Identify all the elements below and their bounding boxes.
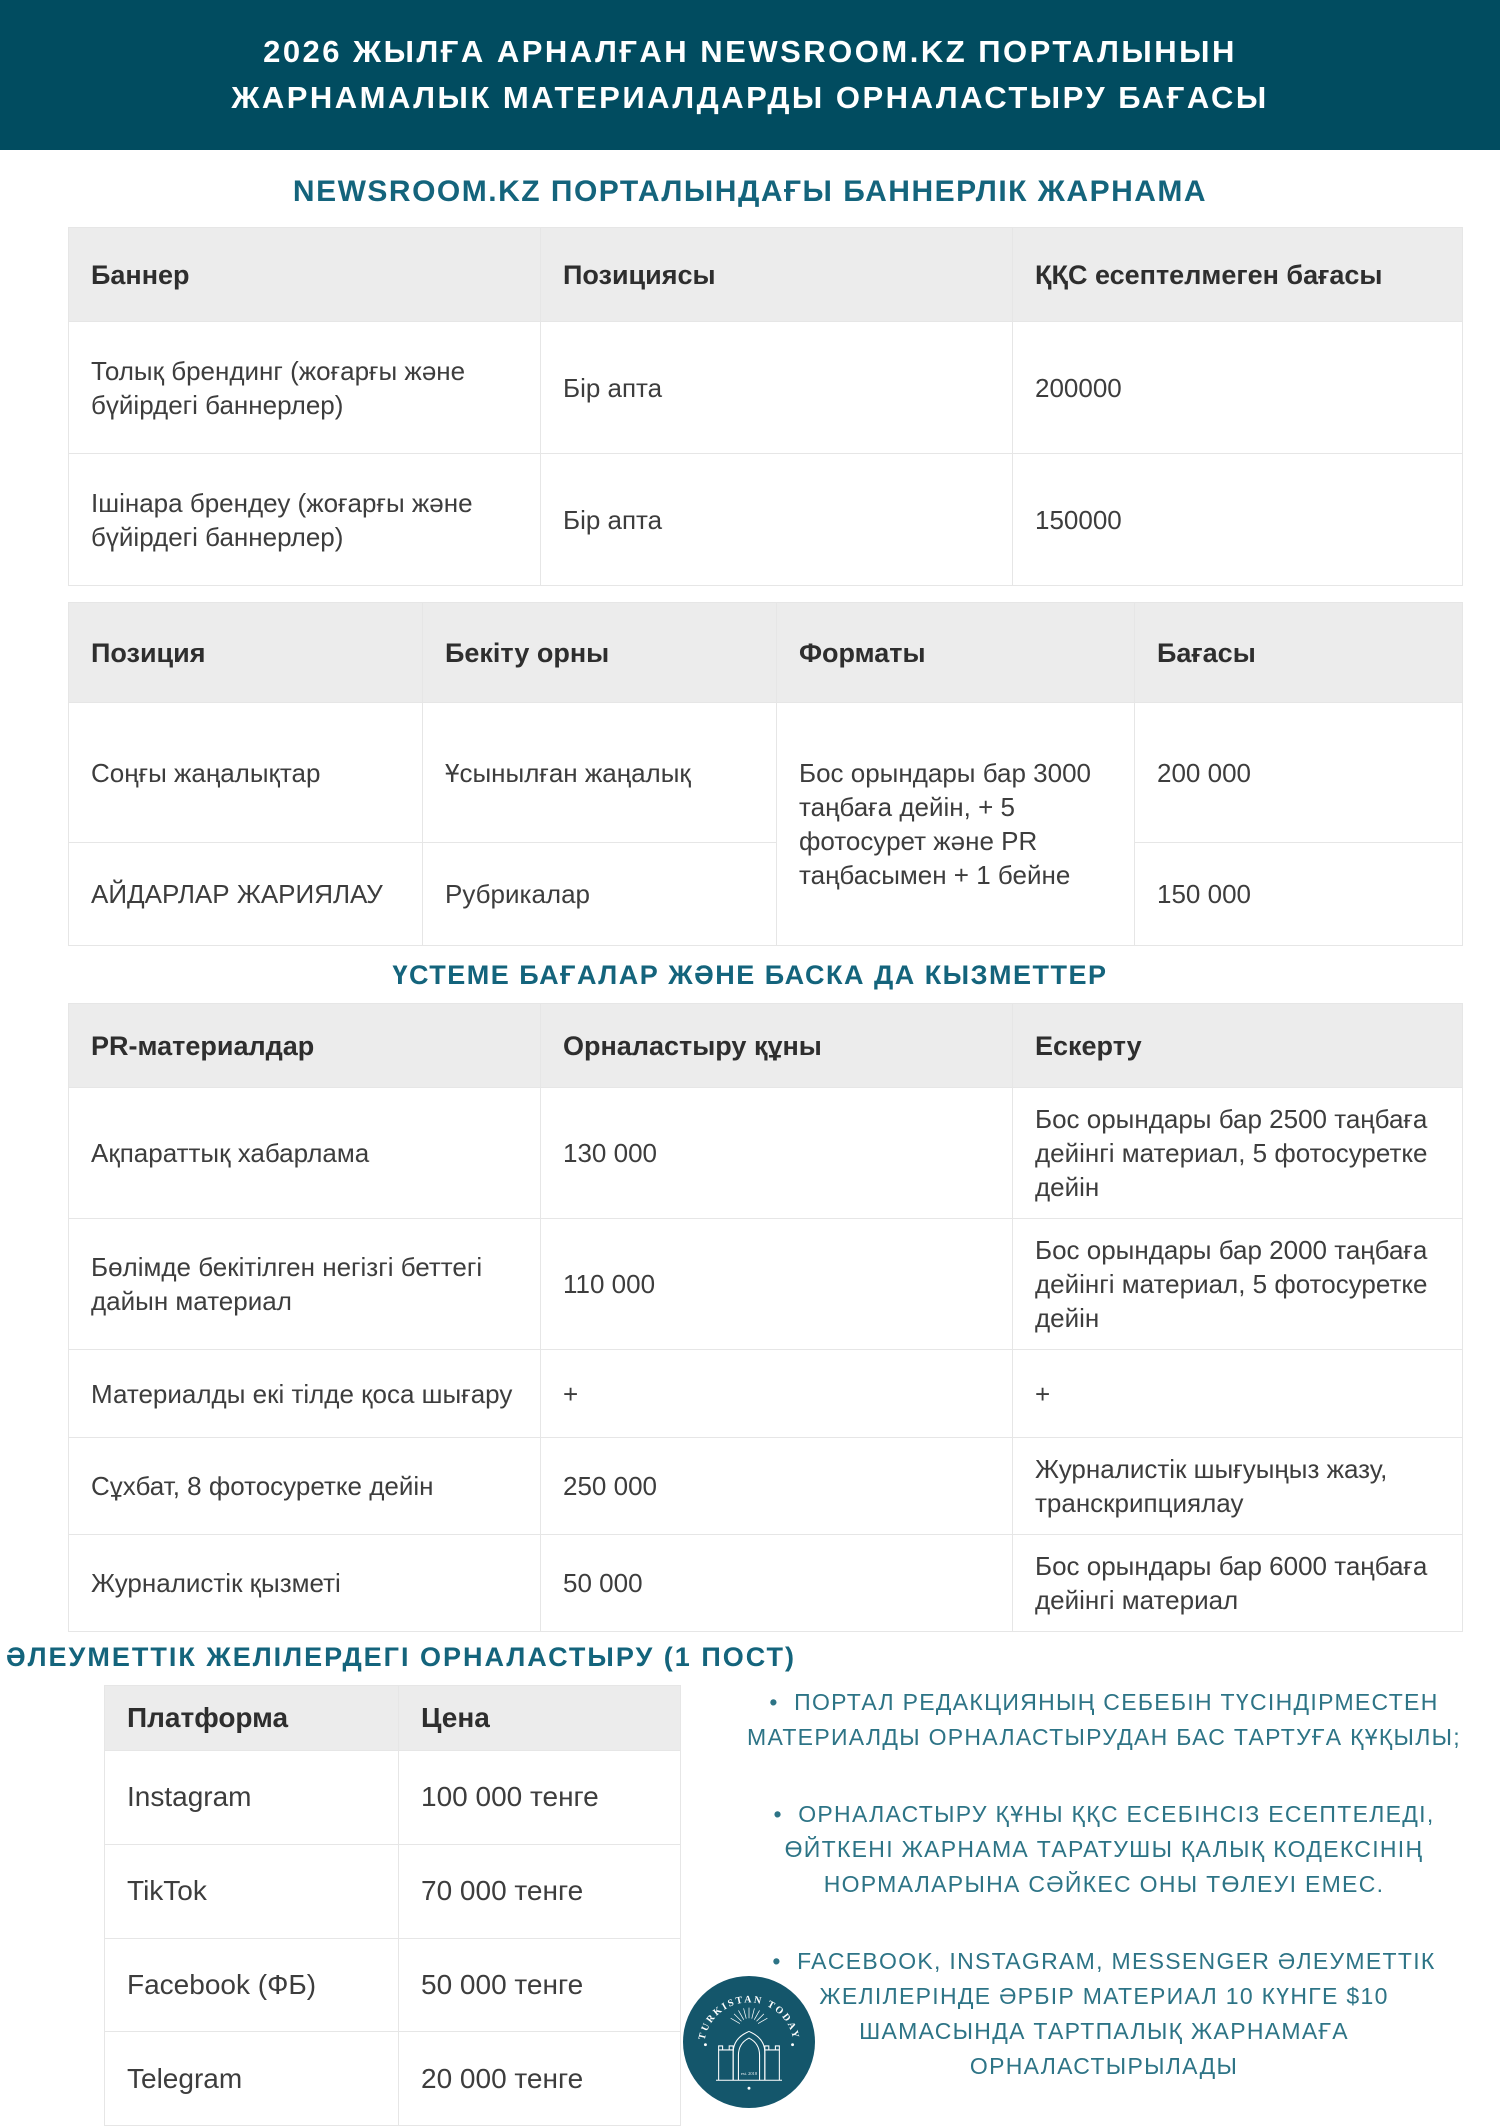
column-header: Орналастыру құны bbox=[541, 1004, 1013, 1088]
table-header-row bbox=[69, 1004, 1463, 1088]
column-header: Бағасы bbox=[1135, 603, 1463, 703]
table-header-row bbox=[69, 228, 1463, 322]
table-row bbox=[69, 1438, 1463, 1535]
price-cell: 200 000 bbox=[1135, 703, 1463, 843]
banner-table bbox=[68, 227, 1463, 586]
pr-table bbox=[68, 1003, 1463, 1632]
position-table bbox=[68, 602, 1463, 946]
price-cell: 50 000 тенге bbox=[399, 1938, 681, 2032]
note-cell: Бос орындары бар 2000 таңбаға дейінгі материал, 5 фотосуретке дейін bbox=[1013, 1219, 1463, 1350]
table-row bbox=[69, 1350, 1463, 1438]
header-banner bbox=[0, 0, 1500, 150]
material-cell: Сұхбат, 8 фотосуретке дейін bbox=[69, 1438, 541, 1535]
price-cell: 150 000 bbox=[1135, 843, 1463, 946]
material-cell: Журналистік қызметі bbox=[69, 1535, 541, 1632]
price-cell: 130 000 bbox=[541, 1088, 1013, 1219]
notes-column bbox=[741, 1685, 1481, 2126]
logo-arc-text: TURKISTAN TODAY bbox=[696, 1994, 802, 2042]
price-cell: 150000 bbox=[1013, 454, 1463, 586]
column-header: PR-материалдар bbox=[69, 1004, 541, 1088]
table-row bbox=[69, 843, 1463, 946]
material-cell: Материалды екі тілде қоса шығару bbox=[69, 1350, 541, 1438]
social-table bbox=[104, 1685, 681, 2126]
note-cell: Бос орындары бар 6000 таңбаға дейінгі материал bbox=[1013, 1535, 1463, 1632]
place-cell: Ұсынылған жаңалық bbox=[423, 703, 777, 843]
column-header: Цена bbox=[399, 1686, 681, 1751]
price-cell: 70 000 тенге bbox=[399, 1844, 681, 1938]
column-header: Позиция bbox=[69, 603, 423, 703]
logo-dot-left bbox=[704, 2043, 707, 2046]
platform-cell: Instagram bbox=[105, 1751, 399, 1845]
position-cell: АЙДАРЛАР ЖАРИЯЛАУ bbox=[69, 843, 423, 946]
price-cell: 200000 bbox=[1013, 322, 1463, 454]
logo-dot-right bbox=[791, 2043, 794, 2046]
price-cell: 20 000 тенге bbox=[399, 2032, 681, 2126]
table-row bbox=[69, 1219, 1463, 1350]
banner-name-cell: Ішінара брендеу (жоғарғы және бүйірдегі баннерлер) bbox=[69, 454, 541, 586]
banner-name-cell: Толық брендинг (жоғарғы және бүйірдегі баннерлер) bbox=[69, 322, 541, 454]
column-header: Форматы bbox=[777, 603, 1135, 703]
table-row bbox=[105, 2032, 681, 2126]
column-header: Баннер bbox=[69, 228, 541, 322]
note-item: • ПОРТАЛ РЕДАКЦИЯНЫҢ СЕБЕБІН ТҮСІНДІРМЕСТЕН МАТЕРИАЛДЫ ОРНАЛАСТЫРУДАН БАС ТАРТУҒА ҚҰҚЫЛЫ; bbox=[741, 1685, 1467, 1755]
format-cell: Бос орындары бар 3000 таңбаға дейін, + 5 фотосурет және PR таңбасымен + 1 бейне bbox=[777, 703, 1135, 946]
logo-dot-bottom bbox=[748, 2087, 751, 2090]
banner-title-line2: ЖАРНАМАЛЫК МАТЕРИАЛДАРДЫ ОРНАЛАСТЫРУ БАҒАСЫ bbox=[231, 80, 1269, 115]
place-cell: Рубрикалар bbox=[423, 843, 777, 946]
table-row bbox=[105, 1751, 681, 1845]
note-cell: + bbox=[1013, 1350, 1463, 1438]
table-row bbox=[69, 1088, 1463, 1219]
platform-cell: TikTok bbox=[105, 1844, 399, 1938]
section-title-banner-ads: NEWSROOM.KZ ПОРТАЛЫНДАҒЫ БАННЕРЛІК ЖАРНАМА bbox=[292, 175, 1208, 208]
platform-cell: Telegram bbox=[105, 2032, 399, 2126]
note-item: • FACEBOOK, INSTAGRAM, MESSENGER ӘЛЕУМЕТТІК ЖЕЛІЛЕРІНДЕ ӘРБІР МАТЕРИАЛ 10 КҮНГЕ $10 ШАМАСЫНДА ТАРТПАЛЫҚ ЖАРНАМАҒА ОРНАЛАСТЫРЫЛАДЫ bbox=[741, 1944, 1467, 2084]
brand-logo bbox=[683, 1976, 815, 2108]
section-title-extra-services: ҮСТЕМЕ БАҒАЛАР ЖӘНЕ БАСКА ДА КЫЗМЕТТЕР bbox=[392, 960, 1108, 990]
column-header: Бекіту орны bbox=[423, 603, 777, 703]
notes-list bbox=[741, 1685, 1467, 2084]
banner-title-line1: 2026 ЖЫЛҒА АРНАЛҒАН NEWSROOM.KZ ПОРТАЛЫНЫН bbox=[263, 34, 1237, 69]
material-cell: Бөлімде бекітілген негізгі беттегі дайын материал bbox=[69, 1219, 541, 1350]
material-cell: Ақпараттық хабарлама bbox=[69, 1088, 541, 1219]
table-row bbox=[69, 322, 1463, 454]
price-cell: 100 000 тенге bbox=[399, 1751, 681, 1845]
column-header: Платформа bbox=[105, 1686, 399, 1751]
section-title-social: ӘЛЕУМЕТТІК ЖЕЛІЛЕРДЕГІ ОРНАЛАСТЫРУ (1 ПОСТ) bbox=[6, 1642, 797, 1672]
note-item: • ОРНАЛАСТЫРУ ҚҰНЫ ҚҚС ЕСЕБІНСІЗ ЕСЕПТЕЛЕДІ, ӨЙТКЕНІ ЖАРНАМА ТАРАТУШЫ ҚАЛЫҚ КОДЕКСІНІҢ НОРМАЛАРЫНА СӘЙКЕС ОНЫ ТӨЛЕУІ ЕМЕС. bbox=[741, 1797, 1467, 1902]
logo-est-text: est. 2018 bbox=[740, 2071, 758, 2076]
table-row bbox=[69, 1535, 1463, 1632]
price-cell: 250 000 bbox=[541, 1438, 1013, 1535]
note-cell: Журналистік шығуыңыз жазу, транскрипциялау bbox=[1013, 1438, 1463, 1535]
turkistan-today-logo-icon bbox=[683, 1976, 815, 2108]
table-row bbox=[69, 703, 1463, 843]
column-header: ҚҚС есептелмеген бағасы bbox=[1013, 228, 1463, 322]
table-row bbox=[69, 454, 1463, 586]
price-cell: + bbox=[541, 1350, 1013, 1438]
column-header: Ескерту bbox=[1013, 1004, 1463, 1088]
platform-cell: Facebook (ФБ) bbox=[105, 1938, 399, 2032]
price-cell: 110 000 bbox=[541, 1219, 1013, 1350]
table-row bbox=[105, 1844, 681, 1938]
position-cell: Бір апта bbox=[541, 454, 1013, 586]
position-cell: Бір апта bbox=[541, 322, 1013, 454]
table-row bbox=[105, 1938, 681, 2032]
table-header-row bbox=[69, 603, 1463, 703]
position-cell: Соңғы жаңалықтар bbox=[69, 703, 423, 843]
column-header: Позициясы bbox=[541, 228, 1013, 322]
table-header-row bbox=[105, 1686, 681, 1751]
note-cell: Бос орындары бар 2500 таңбаға дейінгі материал, 5 фотосуретке дейін bbox=[1013, 1088, 1463, 1219]
price-cell: 50 000 bbox=[541, 1535, 1013, 1632]
